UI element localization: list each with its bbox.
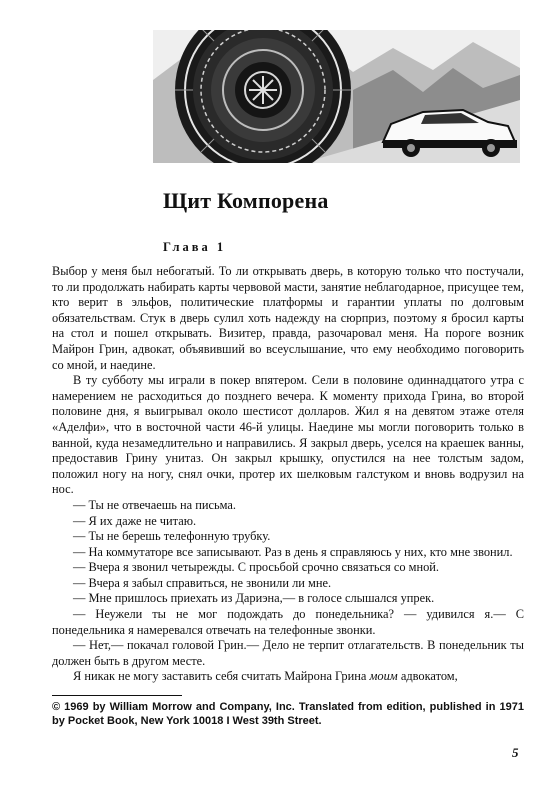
dialogue-line: — Я их даже не читаю.	[73, 513, 197, 528]
last-line-tail: адвокатом,	[397, 669, 458, 684]
paragraph-continued	[52, 669, 524, 685]
shield-and-car-engraving	[153, 30, 520, 163]
dialogue-line: — Вчера я забыл справиться, не звонили ли мне.	[73, 575, 332, 590]
dialogue-line: — Неужели ты не мог подождать до понедельника? — удивился я.— С понедельника я намеревался отвечать на телефонные звонки.	[52, 607, 524, 637]
story-title: Щит Компорена	[163, 188, 329, 213]
copyright-footnote: © 1969 by William Morrow and Company, Inc. Translated from edition, published in 1971 by Pocket Book, New York 10018 I West 39th Street.	[52, 701, 524, 728]
dialogue-line: — Мне пришлось приехать из Дариэна,— в голосе слышался упрек.	[73, 591, 435, 606]
last-line-text: Я никак не могу заставить себя считать Майрона Грина	[73, 669, 370, 684]
dialogue-line: — Ты не отвечаешь на письма.	[73, 497, 237, 512]
paragraph: В ту субботу мы играли в покер впятером. Сели в половине одиннадцатого утра с намерением не расходиться до позднего вечера. К моменту прихода Грина, во второй половине дня, я выигрывал около шестисот долларов. Жил я на девятом этаже отеля «Аделфи», что в восточной части 46-й улицы. Наедине мы могли поговорить только в ванной, куда незамедлительно и направились. Я закрыл дверь, уселся на краешек ванны, предоставив Грину унитаз. Он закрыл крышку, опустился на нее толстым задом, положил ногу на ногу, снял очки, протер их шелковым галстуком и вновь водрузил на нос.	[52, 373, 524, 497]
dialogue-line: — Нет,— покачал головой Грин.— Дело не терпит отлагательств. В понедельник ты должен быть в другом месте.	[52, 638, 524, 668]
header-illustration	[153, 30, 520, 163]
dialogue-line: — Ты не берешь телефонную трубку.	[73, 529, 271, 544]
paragraph: Выбор у меня был небогатый. То ли открывать дверь, в которую только что постучали, то ли продолжать набирать карты червовой масти, занятие неблагодарное, присущее тем, кто верит в эльфов, политические платформы и гарантии уплаты по долговым обязательствам. Стук в дверь сулил хоть надежду на сюрприз, поэтому я бросил карты на стол и пошел открывать. Визитер, правда, разочаровал меня. На пороге возник Майрон Грин, адвокат, объявивший во всеуслышание, что ему необходимо поговорить со мной, и наедине.	[52, 264, 524, 372]
emphasis-word: моим	[369, 669, 398, 684]
page-number: 5	[512, 745, 519, 760]
dialogue-line: — На коммутаторе все записывают. Раз в день я справляюсь у них, кто мне звонил.	[73, 544, 513, 559]
chapter-heading: Глава 1	[163, 240, 227, 254]
dialogue-line: — Вчера я звонил четырежды. С просьбой срочно связаться со мной.	[73, 560, 440, 575]
body-text	[52, 264, 524, 685]
footnote-rule	[52, 695, 182, 696]
shield-disc	[175, 30, 351, 163]
